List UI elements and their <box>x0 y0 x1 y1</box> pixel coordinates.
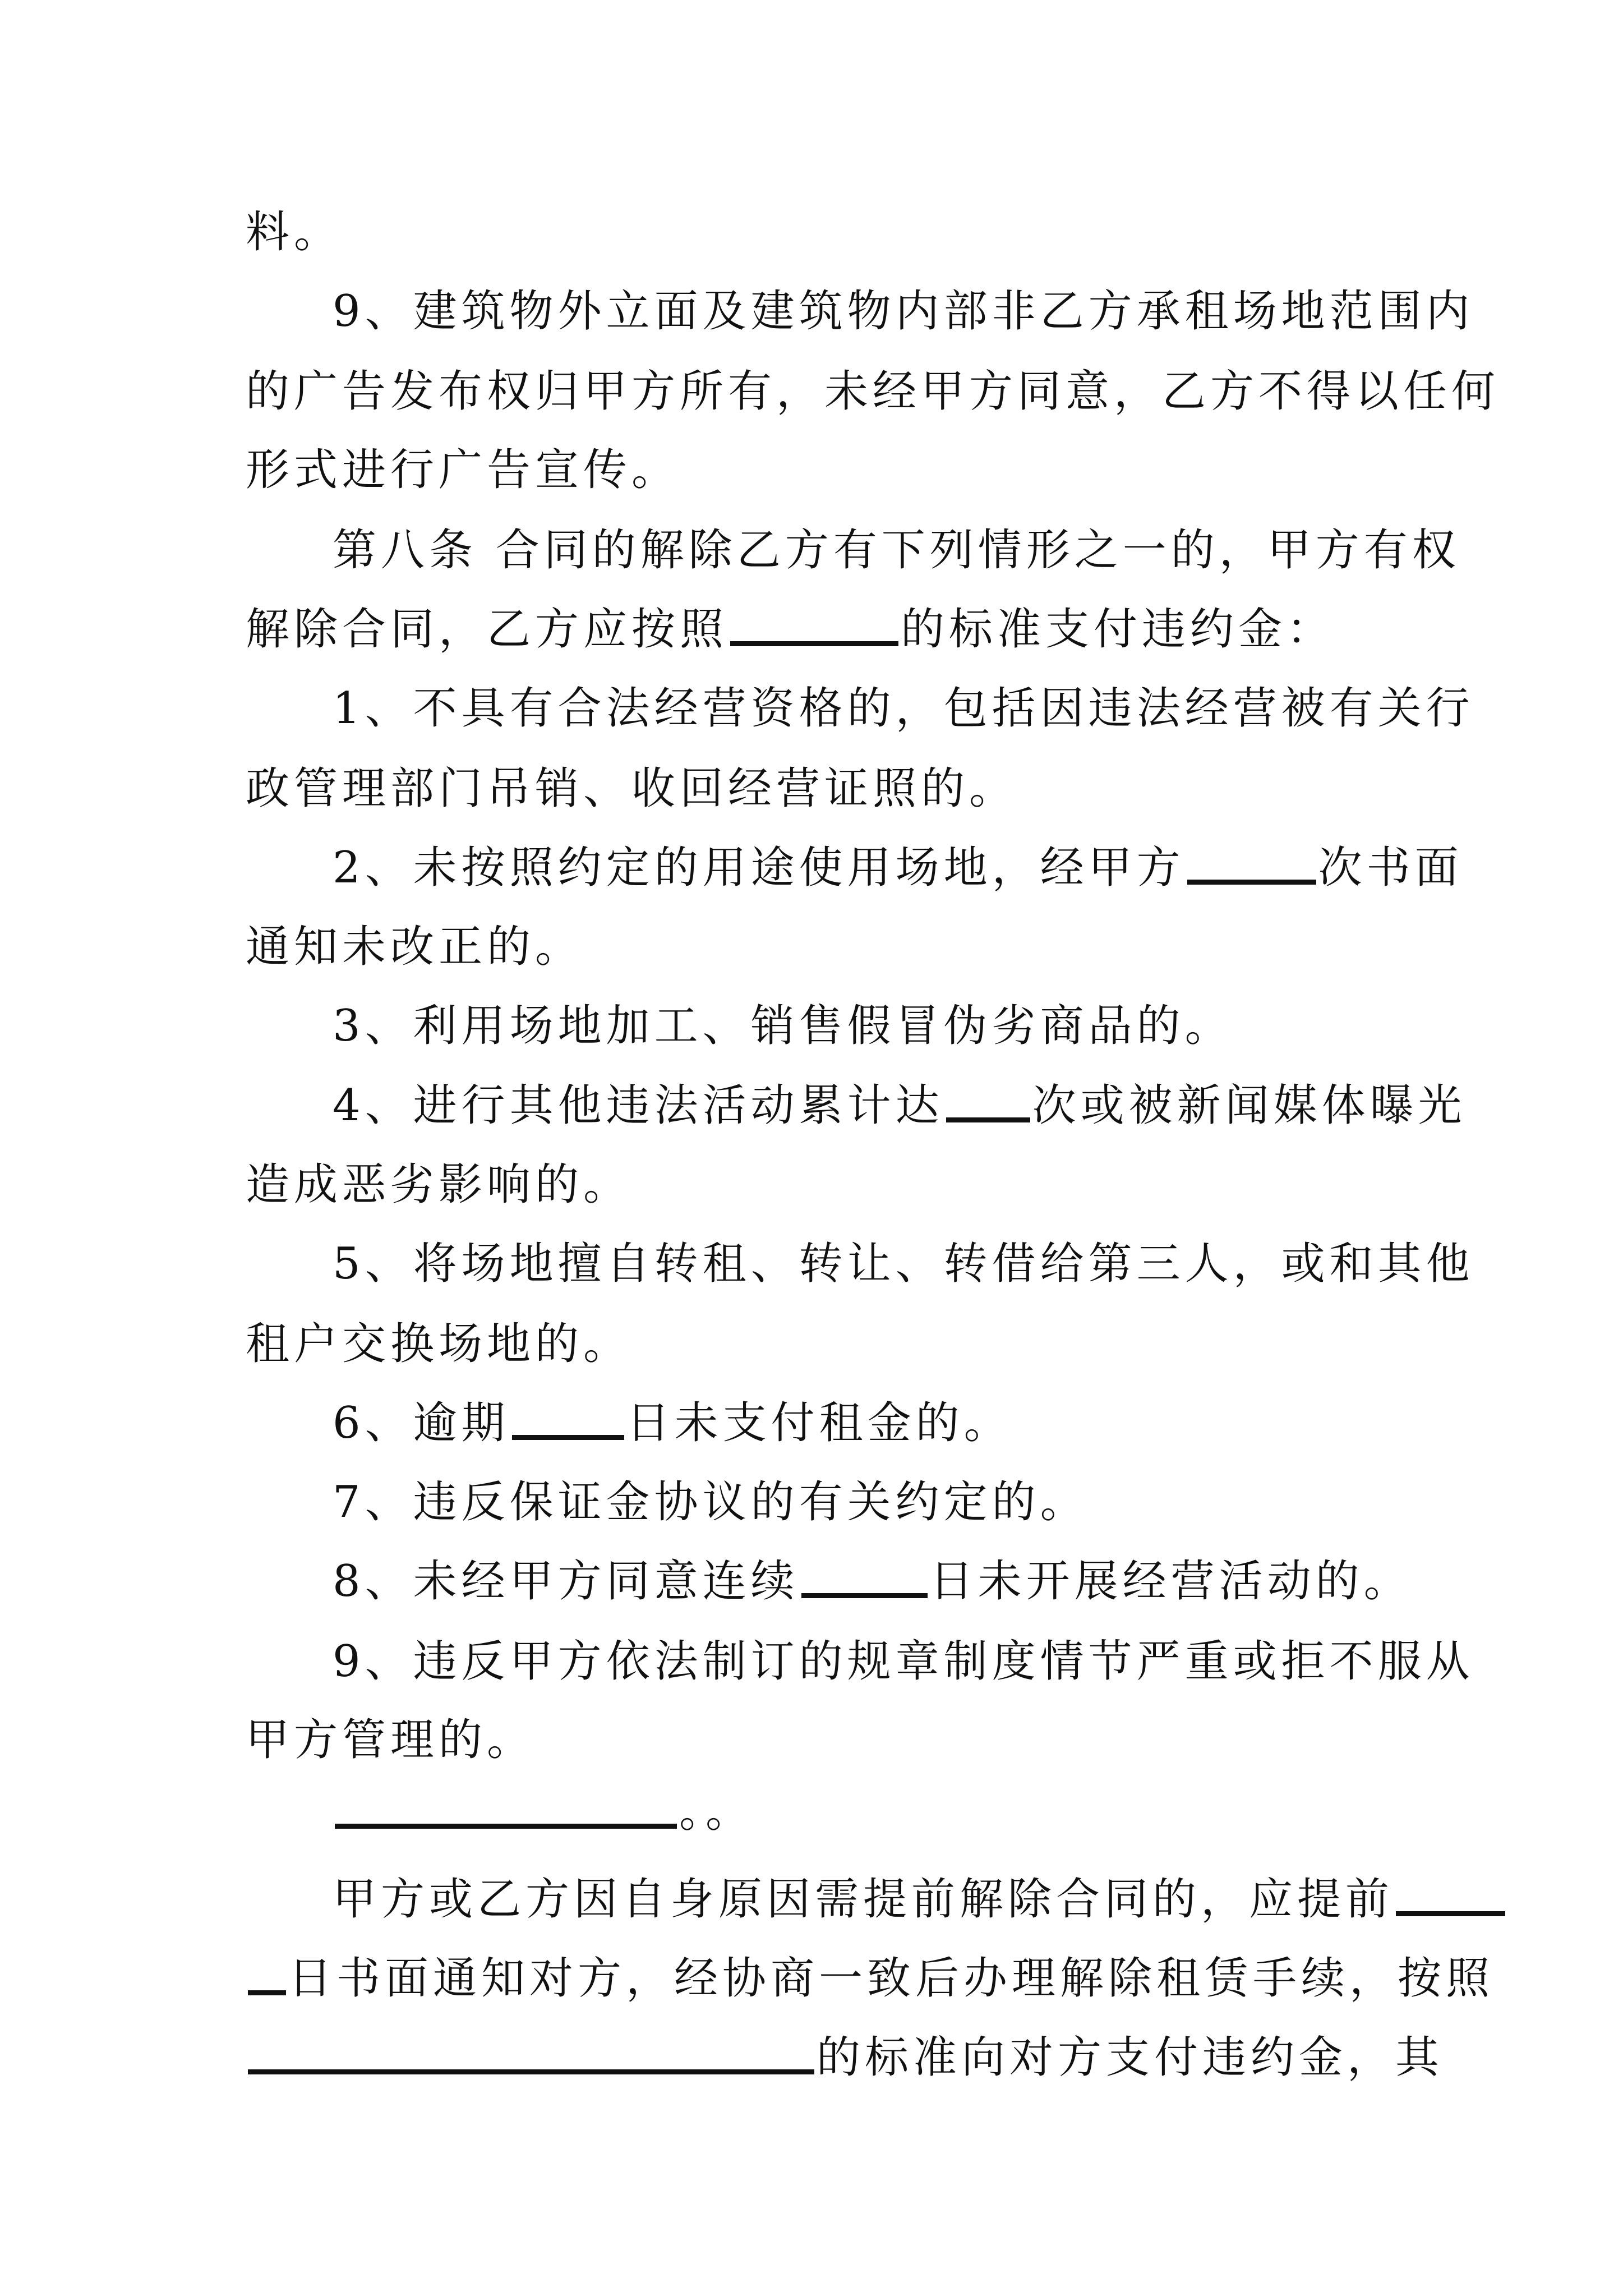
line-text: 形式进行广告宣传。 <box>246 445 680 495</box>
line-text: 的广告发布权归甲方所有，未经甲方同意，乙方不得以任何 <box>246 366 1500 417</box>
line-text: 3、利用场地加工、销售假冒伪劣商品的。 <box>333 1001 1233 1051</box>
line-text: 次或被新闻媒体曝光 <box>1032 1080 1467 1131</box>
line-text: 通知未改正的。 <box>246 922 584 972</box>
paragraph-line <box>246 442 680 498</box>
line-text: 9、违反甲方依法制订的规章制度情节严重或拒不服从 <box>333 1636 1474 1687</box>
paragraph-line <box>246 1157 631 1213</box>
paragraph-line <box>333 1871 1507 1927</box>
list-item-line <box>333 1553 1412 1609</box>
paragraph-line <box>246 2030 1444 2086</box>
list-item-line <box>333 1784 754 1840</box>
paragraph-line <box>246 761 1017 817</box>
line-text: 料。 <box>246 207 343 257</box>
line-text: 5、将场地擅自转租、转让、转借给第三人，或和其他 <box>333 1239 1474 1289</box>
line-text: 6、逾期 <box>333 1398 510 1448</box>
line-text: 日未开展经营活动的。 <box>929 1556 1412 1607</box>
fill-in-blank <box>801 1558 928 1598</box>
line-text: 。。 <box>679 1787 754 1837</box>
paragraph-line <box>246 1316 631 1372</box>
line-text: 2、未按照约定的用途使用场地，经甲方 <box>333 843 1185 893</box>
paragraph-line <box>246 1950 1494 2007</box>
line-text: 8、未经甲方同意连续 <box>333 1556 799 1607</box>
line-text: 租户交换场地的。 <box>246 1319 632 1369</box>
list-item-line <box>333 998 1233 1054</box>
line-text: 解除合同，乙方应按照 <box>246 604 728 655</box>
line-text: 日未支付租金的。 <box>626 1398 1012 1448</box>
paragraph-line <box>246 919 583 975</box>
fill-in-blank <box>335 1789 677 1829</box>
paragraph-line <box>246 601 1335 657</box>
line-text: 的标准向对方支付违约金，其 <box>817 2032 1444 2083</box>
fill-in-blank <box>512 1400 624 1440</box>
list-item-line <box>333 1236 1474 1292</box>
line-text: 9、建筑物外立面及建筑物内部非乙方承租场地范围内 <box>333 286 1474 337</box>
list-item-line <box>333 1078 1467 1134</box>
article-heading-line <box>333 522 1460 578</box>
paragraph-line <box>333 283 1474 339</box>
line-text: 甲方管理的。 <box>246 1715 536 1765</box>
line-text: 4、进行其他违法活动累计达 <box>333 1080 944 1131</box>
list-item-line <box>333 680 1474 737</box>
line-text: 7、违反保证金协议的有关约定的。 <box>333 1477 1089 1527</box>
line-text: 政管理部门吊销、收回经营证照的。 <box>246 763 1018 814</box>
paragraph-line <box>246 204 342 260</box>
line-text: 甲方或乙方因自身原因需提前解除合同的，应提前 <box>333 1874 1394 1925</box>
line-text: 造成恶劣影响的。 <box>246 1159 632 1210</box>
paragraph-line <box>246 1712 535 1768</box>
line-text: 1、不具有合法经营资格的，包括因违法经营被有关行 <box>333 683 1474 734</box>
list-item-line <box>333 840 1463 896</box>
list-item-line <box>333 1395 1012 1451</box>
fill-in-blank <box>248 2035 814 2074</box>
line-text: 日书面通知对方，经协商一致后办理解除租赁手续，按照 <box>288 1953 1495 2004</box>
fill-in-blank <box>730 606 898 646</box>
list-item-line <box>333 1634 1474 1690</box>
fill-in-blank <box>1396 1876 1505 1916</box>
paragraph-line <box>246 364 1500 420</box>
fill-in-blank <box>248 1955 286 1995</box>
line-text: 第八条 合同的解除乙方有下列情形之一的，甲方有权 <box>333 525 1460 576</box>
fill-in-blank <box>946 1083 1030 1122</box>
line-text: 的标准支付违约金： <box>901 604 1335 655</box>
fill-in-blank <box>1187 845 1316 885</box>
line-text: 次书面 <box>1318 843 1463 893</box>
list-item-line <box>333 1474 1089 1530</box>
